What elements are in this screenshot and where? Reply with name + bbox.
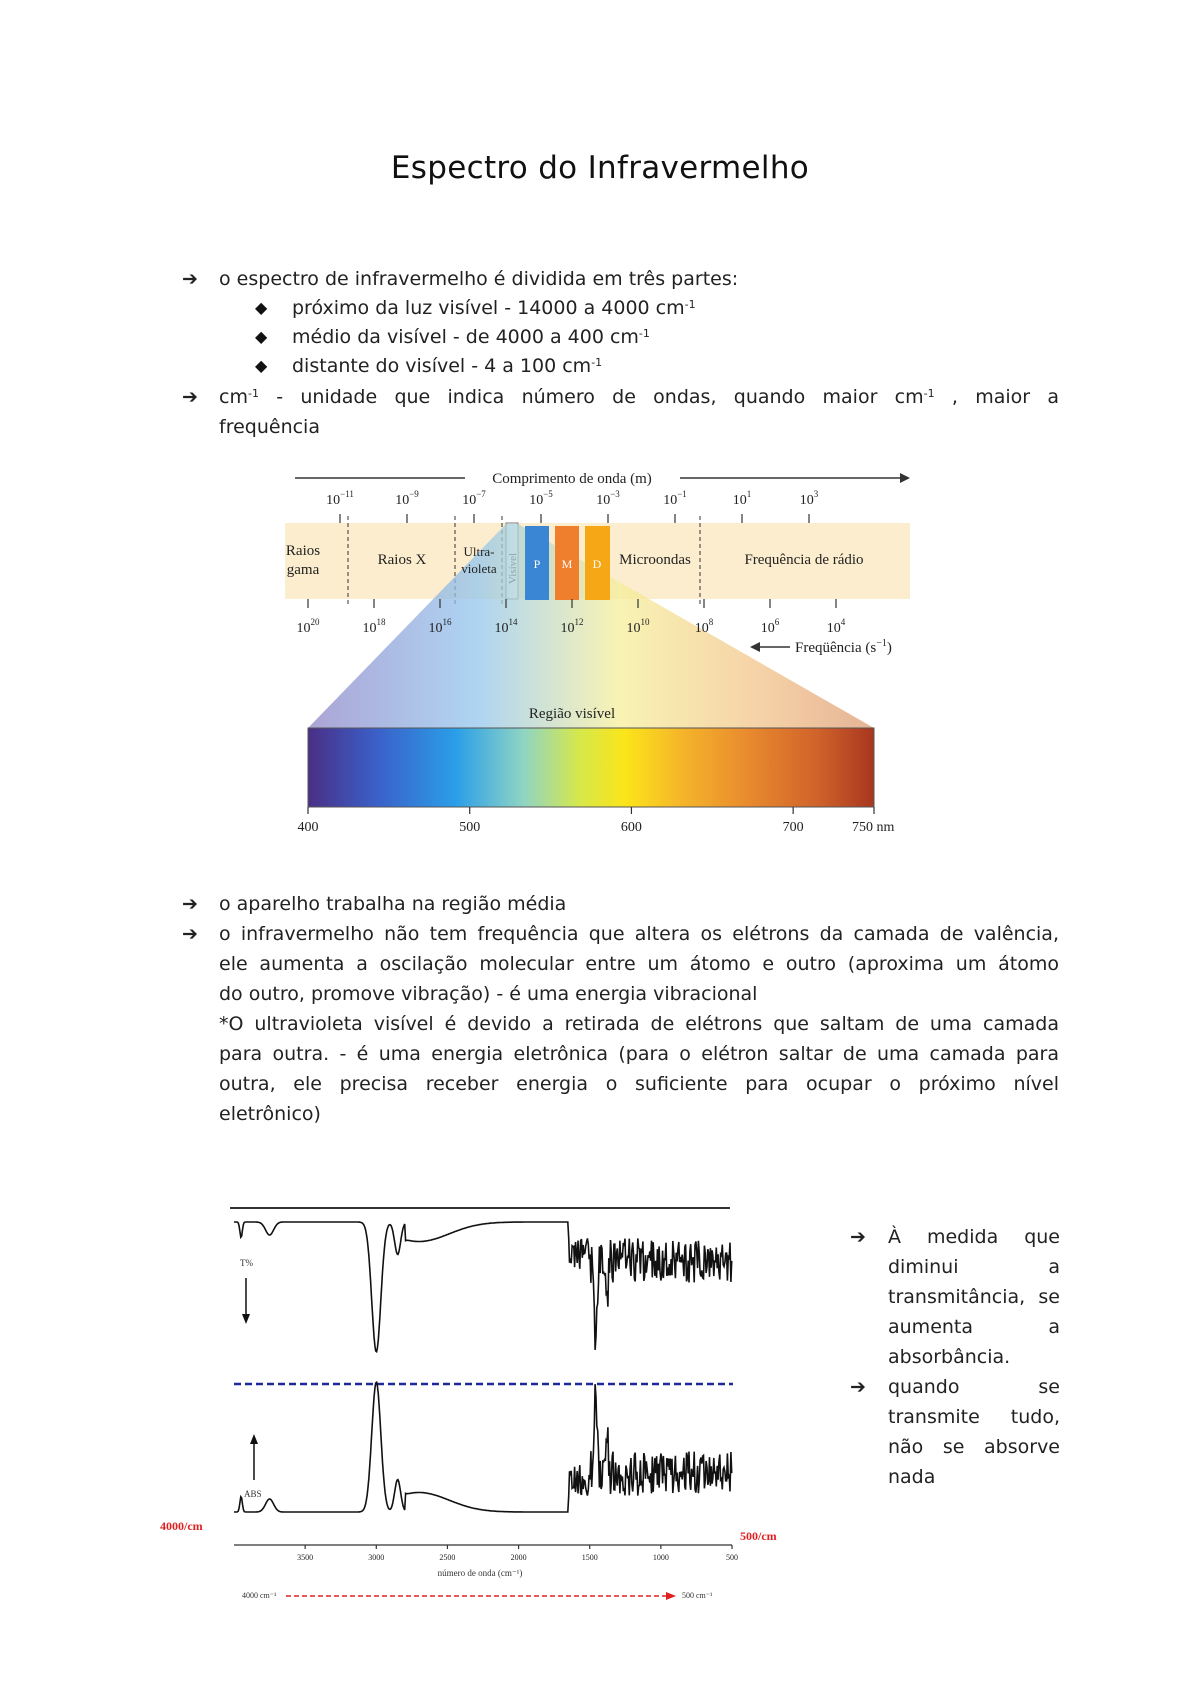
wavelength-tick-label: $10^3$ [799,489,819,508]
diamond-bullet-icon: ◆ [255,327,268,346]
wavelength-tick-label: $10^{-11}$ [326,489,354,508]
arrow-left-icon [750,642,760,652]
ir-tick-label: 3500 [297,1553,314,1562]
ir-x-ticks [297,1545,738,1562]
nm-tick-label: 700 [782,820,804,835]
region-microwave: Microondas [619,552,691,568]
region-radio: Frequência de rádio [744,552,864,568]
wavelength-tick-label: $10^{-1}$ [663,489,687,508]
arrow-bullet-icon: ➔ [182,923,198,945]
bottom-left-label: 4000 cm⁻¹ [242,1591,277,1600]
x-axis-title: número de onda (cm⁻¹) [437,1568,523,1578]
sub-bullet-mid: médio da visível - de 4000 a 400 $cm^{-1}$ [292,326,650,348]
t-percent-label: T% [240,1258,253,1268]
abs-label: ABS [244,1489,262,1499]
visible-region-title: Região visível [528,706,616,722]
transmittance-curve [234,1222,732,1352]
ir-tick-label: 3000 [368,1553,385,1562]
arrow-right-icon [900,473,910,483]
sub-bullet-far: distante do visível - 4 a 100 $cm^{-1}$ [292,355,603,377]
frequency-tick-label: $10^6$ [760,617,780,636]
frequency-tick-label: $10^{10}$ [626,617,650,636]
bullet-unit-text: $cm^{-1}$ - unidade que indica número de ondas, quando maior $cm^{-1}$ , maior a [219,386,1060,408]
region-gamma-2: gama [286,562,320,578]
wavelength-tick-label: $10^{-7}$ [462,489,486,508]
up-arrow-head-icon [250,1434,258,1444]
arrow-bullet-icon: ➔ [850,1376,866,1398]
bullet-unit-text-cont: frequência [219,416,320,438]
nm-ticks [298,807,895,835]
frequency-tick-label: $10^{12}$ [560,617,584,636]
right-wavenumber-label: 500/cm [740,1529,777,1543]
side-note-transmit: quando se transmite tudo, não se absorve nada [888,1376,1060,1488]
nm-tick-label: 750 nm [852,820,895,835]
frequency-label: Freqüência $(s^{-1})$ [795,638,892,656]
region-xray: Raios X [377,552,427,568]
ir-far-label: D [592,557,602,571]
nm-tick-label: 600 [620,820,642,835]
arrow-bullet-icon: ➔ [182,386,198,408]
arrow-bullet-icon: ➔ [182,893,198,915]
ir-tick-label: 1500 [581,1553,598,1562]
wavelength-tick-label: $10^{-3}$ [596,489,620,508]
left-wavenumber-label: 4000/cm [160,1519,203,1533]
side-note-absorbance: À medida que diminui a transmitância, se aumenta a absorbância. [888,1226,1060,1368]
nm-tick-label: 500 [459,820,481,835]
wavelength-ticks [326,489,819,523]
frequency-tick-label: $10^{14}$ [494,617,518,636]
em-spectrum-figure [280,462,920,842]
ir-near-label: P [533,557,541,571]
bottom-right-label: 500 cm⁻¹ [682,1591,713,1600]
ir-tick-label: 2500 [439,1553,456,1562]
wavelength-tick-label: $10^{-5}$ [529,489,553,508]
ir-tick-label: 500 [726,1553,738,1562]
red-arrow-right-icon [666,1592,676,1600]
wavelength-tick-label: $10^1$ [732,489,752,508]
wavelength-label: Comprimento de onda (m) [492,471,652,487]
diamond-bullet-icon: ◆ [255,356,268,375]
region-uv-2: violeta [461,561,497,576]
frequency-tick-label: $10^{18}$ [362,617,386,636]
ir-mid-label: M [561,557,573,571]
ir-spectra-figure [160,1200,777,1610]
frequency-tick-label: $10^4$ [826,617,846,636]
bullet-text: o espectro de infravermelho é dividida em três partes: [219,268,739,290]
wavelength-tick-label: $10^{-9}$ [395,489,419,508]
diamond-bullet-icon: ◆ [255,298,268,317]
page-title: Espectro do Infravermelho [390,150,810,186]
arrow-bullet-icon: ➔ [850,1226,866,1248]
region-uv-1: Ultra- [463,544,495,559]
frequency-tick-label: $10^8$ [694,617,714,636]
arrow-bullet-icon: ➔ [182,268,198,290]
note-vibration: o infravermelho não tem frequência que altera os elétrons da camada de valência, ele aumenta a oscilação molecular entre um átomo e outro (aproxima um átomo do outro, promove vibração) - é uma energia vibracional *O ultravioleta visível é devido a retirada de elétrons que saltam de uma camada para outra. - é uma energia eletrônica (para o elétron saltar de uma camada para outra, ele precisa receber energia o suficiente para ocupar o próximo nível eletrônico) [219,923,1059,1125]
sub-bullet-near: próximo da luz visível - 14000 a 4000 $cm^{-1}$ [292,297,696,319]
frequency-tick-label: $10^{20}$ [296,617,320,636]
note-region: o aparelho trabalha na região média [219,893,567,915]
ir-tick-label: 1000 [652,1553,669,1562]
ir-tick-label: 2000 [510,1553,527,1562]
absorbance-curve [234,1382,732,1512]
frequency-tick-label: $10^{16}$ [428,617,452,636]
visible-gradient-bar [308,728,874,807]
down-arrow-head-icon [242,1314,250,1324]
nm-tick-label: 400 [297,820,319,835]
region-gamma-1: Raios [285,543,321,559]
